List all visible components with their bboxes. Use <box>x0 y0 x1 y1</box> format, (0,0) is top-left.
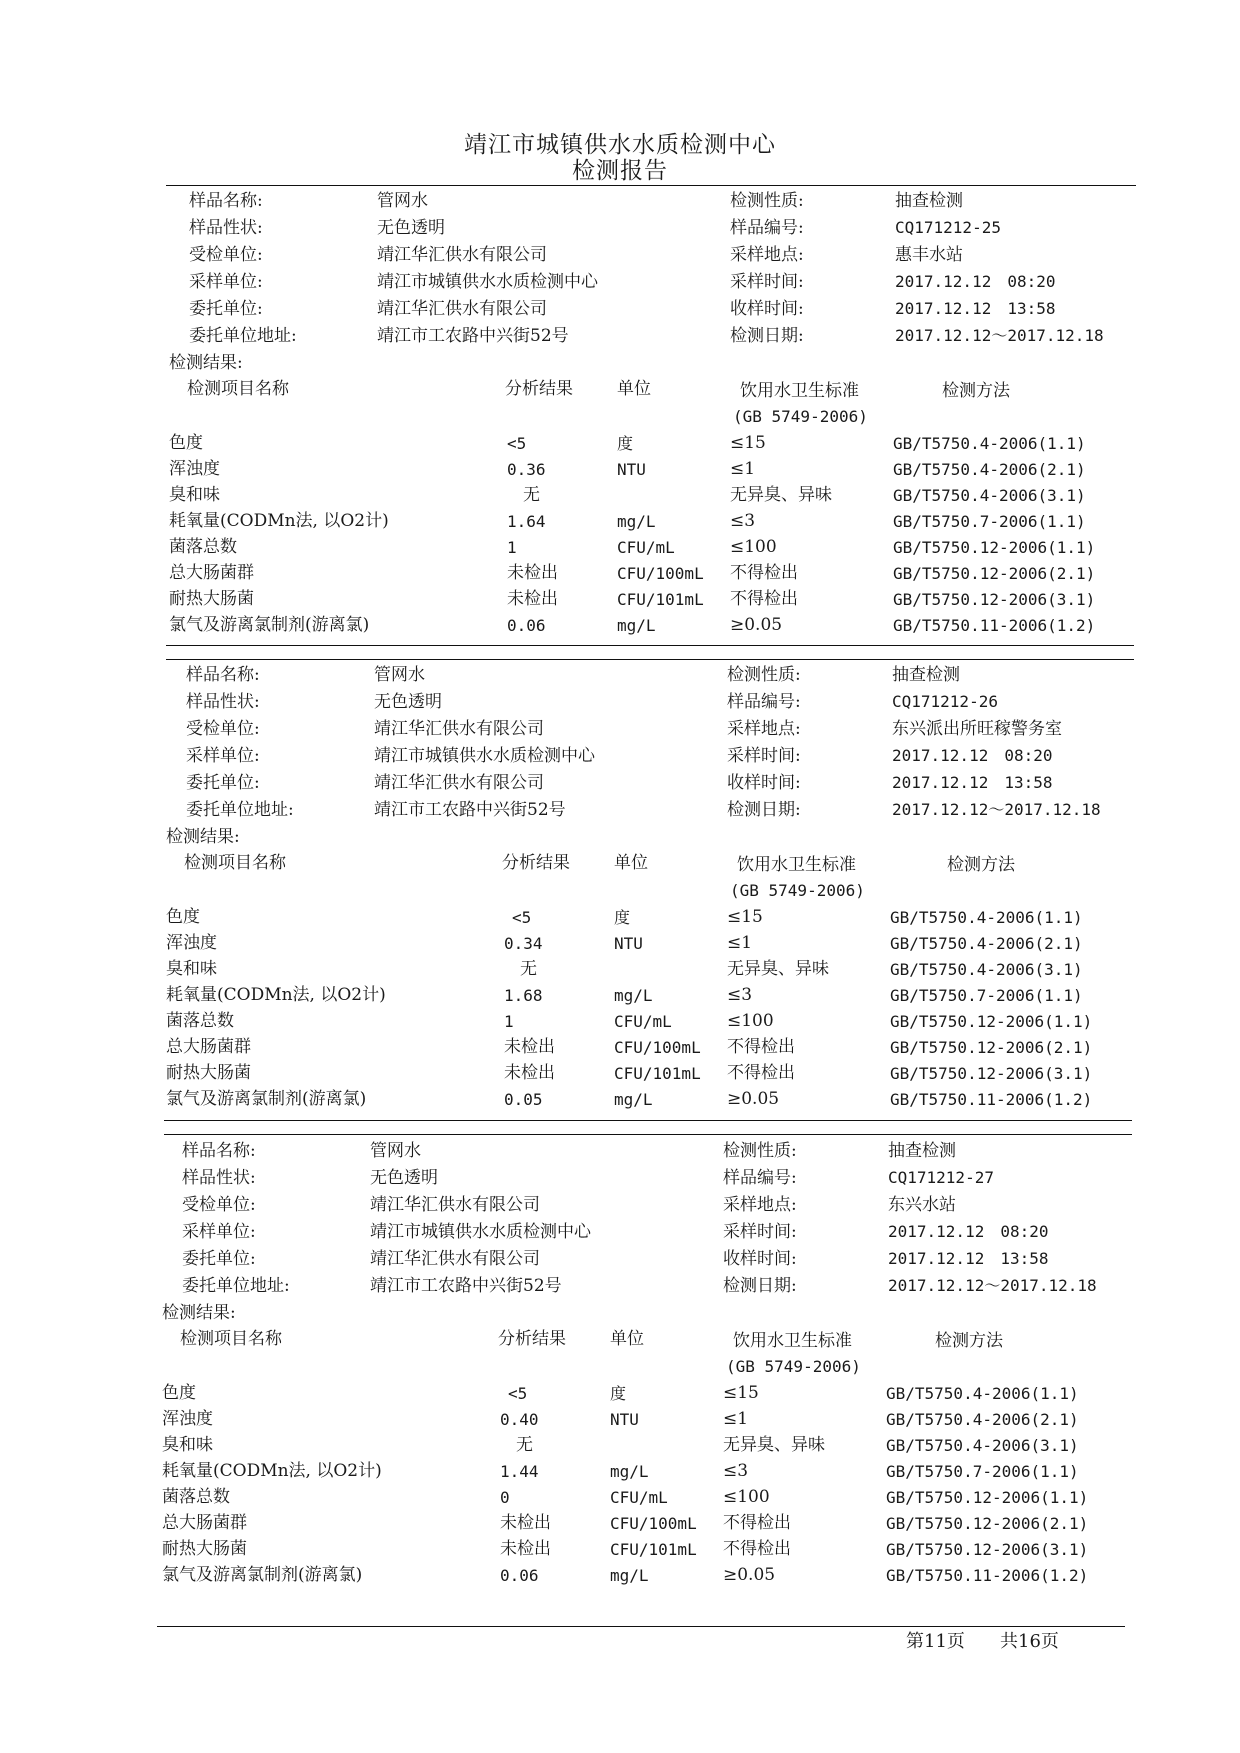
page-number-current: 第11页 <box>906 1631 965 1652</box>
result-value: <5 <box>507 434 527 453</box>
method-value: GB/T5750.11-2006(1.2) <box>893 616 1096 635</box>
col-standard-header: 饮用水卫生标准 <box>737 855 856 875</box>
block-divider <box>164 1120 1132 1121</box>
col-unit-header: 单位 <box>617 379 651 399</box>
result-value: 0.06 <box>507 616 546 635</box>
result-value: 0 <box>500 1488 510 1507</box>
item-name: 臭和味 <box>169 485 220 505</box>
label-client-address: 委托单位地址: <box>182 1276 290 1296</box>
client-address-value: 靖江市工农路中兴街52号 <box>377 326 569 346</box>
standard-value: 不得检出 <box>723 1513 791 1533</box>
result-value: 未检出 <box>507 563 558 583</box>
method-value: GB/T5750.4-2006(2.1) <box>886 1410 1079 1429</box>
results-heading: 检测结果: <box>162 1303 236 1323</box>
test-nature-value: 抽查检测 <box>895 191 963 211</box>
result-value: <5 <box>508 1384 528 1403</box>
item-name: 浑浊度 <box>166 933 217 953</box>
sample-block-3 <box>158 1138 1138 1608</box>
unit-value: mg/L <box>610 1462 649 1481</box>
method-value: GB/T5750.7-2006(1.1) <box>890 986 1083 1005</box>
test-date-value: 2017.12.12～2017.12.18 <box>895 326 1104 345</box>
label-test-date: 检测日期: <box>727 800 801 820</box>
item-name: 菌落总数 <box>169 537 237 557</box>
item-name: 臭和味 <box>162 1435 213 1455</box>
unit-value: 度 <box>617 434 634 453</box>
sampling-unit-value: 靖江市城镇供水水质检测中心 <box>370 1222 591 1242</box>
item-name: 耐热大肠菌 <box>162 1539 247 1559</box>
result-value: 0.05 <box>504 1090 543 1109</box>
standard-value: ≥0.05 <box>723 1565 776 1585</box>
method-value: GB/T5750.11-2006(1.2) <box>886 1566 1089 1585</box>
col-method-header: 检测方法 <box>942 381 1010 401</box>
col-standard-ref: (GB 5749-2006) <box>726 1357 861 1376</box>
unit-value: 度 <box>614 908 631 927</box>
inspected-unit-value: 靖江华汇供水有限公司 <box>374 719 544 739</box>
method-value: GB/T5750.12-2006(1.1) <box>886 1488 1089 1507</box>
label-sample-state: 样品性状: <box>182 1168 256 1188</box>
result-value: 无 <box>523 485 540 505</box>
sample-name-value: 管网水 <box>374 665 425 685</box>
col-result-header: 分析结果 <box>505 379 573 399</box>
unit-value: mg/L <box>610 1566 649 1585</box>
col-method-header: 检测方法 <box>935 1331 1003 1351</box>
method-value: GB/T5750.4-2006(2.1) <box>890 934 1083 953</box>
inspected-unit-value: 靖江华汇供水有限公司 <box>370 1195 540 1215</box>
sample-state-value: 无色透明 <box>377 218 445 238</box>
sample-no-value: CQ171212-25 <box>895 218 1001 237</box>
label-test-date: 检测日期: <box>723 1276 797 1296</box>
footer-rule <box>157 1626 1125 1627</box>
col-standard-header: 饮用水卫生标准 <box>740 381 859 401</box>
standard-value: 不得检出 <box>723 1539 791 1559</box>
label-receiving-time: 收样时间: <box>727 773 801 793</box>
result-value: 未检出 <box>507 589 558 609</box>
result-value: 0.36 <box>507 460 546 479</box>
col-method-header: 检测方法 <box>947 855 1015 875</box>
test-date-value: 2017.12.12～2017.12.18 <box>888 1276 1097 1295</box>
unit-value: CFU/mL <box>617 538 675 557</box>
test-date-value: 2017.12.12～2017.12.18 <box>892 800 1101 819</box>
item-name: 耐热大肠菌 <box>166 1063 251 1083</box>
method-value: GB/T5750.4-2006(1.1) <box>886 1384 1079 1403</box>
unit-value: CFU/100mL <box>610 1514 697 1533</box>
method-value: GB/T5750.12-2006(2.1) <box>890 1038 1093 1057</box>
standard-value: 不得检出 <box>730 563 798 583</box>
label-client-unit: 委托单位: <box>186 773 260 793</box>
item-name: 耗氧量(CODMn法, 以O2计) <box>162 1461 382 1481</box>
label-sample-name: 样品名称: <box>182 1141 256 1161</box>
client-unit-value: 靖江华汇供水有限公司 <box>374 773 544 793</box>
label-inspected-unit: 受检单位: <box>189 245 263 265</box>
standard-value: 不得检出 <box>727 1037 795 1057</box>
result-value: 1 <box>507 538 517 557</box>
method-value: GB/T5750.7-2006(1.1) <box>893 512 1086 531</box>
standard-value: 无异臭、异味 <box>730 485 832 505</box>
standard-value: ≤100 <box>727 1011 774 1031</box>
page-number-total: 共16页 <box>1000 1631 1059 1652</box>
unit-value: CFU/mL <box>610 1488 668 1507</box>
label-sampling-site: 采样地点: <box>723 1195 797 1215</box>
item-name: 总大肠菌群 <box>162 1513 247 1533</box>
result-value: 0.40 <box>500 1410 539 1429</box>
col-item-header: 检测项目名称 <box>184 853 286 873</box>
item-name: 色度 <box>166 907 200 927</box>
sampling-unit-value: 靖江市城镇供水水质检测中心 <box>374 746 595 766</box>
client-address-value: 靖江市工农路中兴街52号 <box>370 1276 562 1296</box>
result-value: 0.34 <box>504 934 543 953</box>
unit-value: CFU/100mL <box>614 1038 701 1057</box>
unit-value: CFU/100mL <box>617 564 704 583</box>
item-name: 色度 <box>162 1383 196 1403</box>
method-value: GB/T5750.4-2006(3.1) <box>893 486 1086 505</box>
item-name: 耐热大肠菌 <box>169 589 254 609</box>
item-name: 色度 <box>169 433 203 453</box>
item-name: 耗氧量(CODMn法, 以O2计) <box>166 985 386 1005</box>
block-divider <box>164 1134 1132 1135</box>
col-unit-header: 单位 <box>610 1329 644 1349</box>
sample-state-value: 无色透明 <box>374 692 442 712</box>
label-sampling-unit: 采样单位: <box>189 272 263 292</box>
client-unit-value: 靖江华汇供水有限公司 <box>377 299 547 319</box>
standard-value: ≤3 <box>723 1461 749 1481</box>
col-item-header: 检测项目名称 <box>180 1329 282 1349</box>
standard-value: ≥0.05 <box>727 1089 780 1109</box>
method-value: GB/T5750.4-2006(2.1) <box>893 460 1086 479</box>
test-nature-value: 抽查检测 <box>888 1141 956 1161</box>
label-client-unit: 委托单位: <box>182 1249 256 1269</box>
result-value: 无 <box>516 1435 533 1455</box>
col-result-header: 分析结果 <box>498 1329 566 1349</box>
standard-value: 不得检出 <box>727 1063 795 1083</box>
result-value: 未检出 <box>504 1037 555 1057</box>
sample-block-2 <box>162 662 1142 1132</box>
method-value: GB/T5750.4-2006(1.1) <box>893 434 1086 453</box>
label-test-nature: 检测性质: <box>727 665 801 685</box>
standard-value: ≤15 <box>727 907 763 927</box>
result-value: 未检出 <box>500 1513 551 1533</box>
results-heading: 检测结果: <box>169 353 243 373</box>
label-sampling-site: 采样地点: <box>727 719 801 739</box>
col-unit-header: 单位 <box>614 853 648 873</box>
label-sample-no: 样品编号: <box>723 1168 797 1188</box>
unit-value: CFU/101mL <box>614 1064 701 1083</box>
label-test-nature: 检测性质: <box>730 191 804 211</box>
standard-value: ≤1 <box>730 459 756 479</box>
method-value: GB/T5750.7-2006(1.1) <box>886 1462 1079 1481</box>
label-client-address: 委托单位地址: <box>186 800 294 820</box>
standard-value: ≤100 <box>723 1487 770 1507</box>
item-name: 总大肠菌群 <box>169 563 254 583</box>
col-result-header: 分析结果 <box>502 853 570 873</box>
result-value: 1.68 <box>504 986 543 1005</box>
sample-name-value: 管网水 <box>370 1141 421 1161</box>
sampling-site-value: 东兴派出所旺稼警务室 <box>892 719 1062 739</box>
sample-block-1 <box>165 188 1145 658</box>
col-standard-header: 饮用水卫生标准 <box>733 1331 852 1351</box>
col-standard-ref: (GB 5749-2006) <box>733 407 868 426</box>
label-sampling-time: 采样时间: <box>727 746 801 766</box>
label-test-nature: 检测性质: <box>723 1141 797 1161</box>
standard-value: 无异臭、异味 <box>727 959 829 979</box>
method-value: GB/T5750.4-2006(1.1) <box>890 908 1083 927</box>
standard-value: 无异臭、异味 <box>723 1435 825 1455</box>
standard-value: ≤15 <box>730 433 766 453</box>
receiving-time-value: 2017.12.12 13:58 <box>895 299 1056 318</box>
standard-value: ≥0.05 <box>730 615 783 635</box>
col-item-header: 检测项目名称 <box>187 379 289 399</box>
unit-value: CFU/mL <box>614 1012 672 1031</box>
result-value: 未检出 <box>500 1539 551 1559</box>
unit-value: 度 <box>610 1384 627 1403</box>
method-value: GB/T5750.12-2006(1.1) <box>893 538 1096 557</box>
result-value: 1.44 <box>500 1462 539 1481</box>
unit-value: mg/L <box>614 1090 653 1109</box>
standard-value: ≤1 <box>723 1409 749 1429</box>
result-value: 无 <box>520 959 537 979</box>
label-sample-state: 样品性状: <box>186 692 260 712</box>
receiving-time-value: 2017.12.12 13:58 <box>892 773 1053 792</box>
standard-value: ≤3 <box>727 985 753 1005</box>
result-value: 未检出 <box>504 1063 555 1083</box>
label-inspected-unit: 受检单位: <box>186 719 260 739</box>
item-name: 氯气及游离氯制剂(游离氯) <box>162 1565 363 1585</box>
col-standard-ref: (GB 5749-2006) <box>730 881 865 900</box>
label-sample-name: 样品名称: <box>186 665 260 685</box>
method-value: GB/T5750.12-2006(3.1) <box>886 1540 1089 1559</box>
receiving-time-value: 2017.12.12 13:58 <box>888 1249 1049 1268</box>
result-value: 1 <box>504 1012 514 1031</box>
item-name: 氯气及游离氯制剂(游离氯) <box>169 615 370 635</box>
item-name: 浑浊度 <box>162 1409 213 1429</box>
method-value: GB/T5750.4-2006(3.1) <box>886 1436 1079 1455</box>
sample-no-value: CQ171212-26 <box>892 692 998 711</box>
result-value: 0.06 <box>500 1566 539 1585</box>
header-rule <box>166 185 1136 186</box>
label-sample-state: 样品性状: <box>189 218 263 238</box>
sampling-time-value: 2017.12.12 08:20 <box>888 1222 1049 1241</box>
block-divider <box>166 645 1134 646</box>
sample-state-value: 无色透明 <box>370 1168 438 1188</box>
result-value: 1.64 <box>507 512 546 531</box>
standard-value: 不得检出 <box>730 589 798 609</box>
label-sampling-time: 采样时间: <box>730 272 804 292</box>
sampling-time-value: 2017.12.12 08:20 <box>895 272 1056 291</box>
unit-value: NTU <box>610 1410 639 1429</box>
inspected-unit-value: 靖江华汇供水有限公司 <box>377 245 547 265</box>
label-sampling-site: 采样地点: <box>730 245 804 265</box>
block-divider <box>166 659 1134 660</box>
method-value: GB/T5750.12-2006(3.1) <box>890 1064 1093 1083</box>
unit-value: NTU <box>617 460 646 479</box>
item-name: 氯气及游离氯制剂(游离氯) <box>166 1089 367 1109</box>
test-nature-value: 抽查检测 <box>892 665 960 685</box>
method-value: GB/T5750.11-2006(1.2) <box>890 1090 1093 1109</box>
method-value: GB/T5750.12-2006(2.1) <box>893 564 1096 583</box>
method-value: GB/T5750.12-2006(1.1) <box>890 1012 1093 1031</box>
item-name: 菌落总数 <box>166 1011 234 1031</box>
label-client-address: 委托单位地址: <box>189 326 297 346</box>
standard-value: ≤100 <box>730 537 777 557</box>
result-value: <5 <box>512 908 532 927</box>
label-test-date: 检测日期: <box>730 326 804 346</box>
sampling-time-value: 2017.12.12 08:20 <box>892 746 1053 765</box>
unit-value: NTU <box>614 934 643 953</box>
item-name: 菌落总数 <box>162 1487 230 1507</box>
item-name: 浑浊度 <box>169 459 220 479</box>
standard-value: ≤15 <box>723 1383 759 1403</box>
sampling-site-value: 惠丰水站 <box>895 245 963 265</box>
results-heading: 检测结果: <box>166 827 240 847</box>
report-title: 检测报告 <box>572 158 668 184</box>
label-receiving-time: 收样时间: <box>730 299 804 319</box>
item-name: 总大肠菌群 <box>166 1037 251 1057</box>
label-sampling-time: 采样时间: <box>723 1222 797 1242</box>
unit-value: CFU/101mL <box>610 1540 697 1559</box>
label-receiving-time: 收样时间: <box>723 1249 797 1269</box>
unit-value: mg/L <box>614 986 653 1005</box>
unit-value: mg/L <box>617 616 656 635</box>
sampling-site-value: 东兴水站 <box>888 1195 956 1215</box>
client-address-value: 靖江市工农路中兴街52号 <box>374 800 566 820</box>
label-client-unit: 委托单位: <box>189 299 263 319</box>
label-sample-no: 样品编号: <box>730 218 804 238</box>
client-unit-value: 靖江华汇供水有限公司 <box>370 1249 540 1269</box>
standard-value: ≤3 <box>730 511 756 531</box>
method-value: GB/T5750.12-2006(2.1) <box>886 1514 1089 1533</box>
item-name: 臭和味 <box>166 959 217 979</box>
item-name: 耗氧量(CODMn法, 以O2计) <box>169 511 389 531</box>
sampling-unit-value: 靖江市城镇供水水质检测中心 <box>377 272 598 292</box>
label-inspected-unit: 受检单位: <box>182 1195 256 1215</box>
method-value: GB/T5750.4-2006(3.1) <box>890 960 1083 979</box>
label-sampling-unit: 采样单位: <box>186 746 260 766</box>
unit-value: CFU/101mL <box>617 590 704 609</box>
label-sample-name: 样品名称: <box>189 191 263 211</box>
label-sample-no: 样品编号: <box>727 692 801 712</box>
sample-no-value: CQ171212-27 <box>888 1168 994 1187</box>
unit-value: mg/L <box>617 512 656 531</box>
standard-value: ≤1 <box>727 933 753 953</box>
label-sampling-unit: 采样单位: <box>182 1222 256 1242</box>
org-title: 靖江市城镇供水水质检测中心 <box>464 132 776 158</box>
method-value: GB/T5750.12-2006(3.1) <box>893 590 1096 609</box>
sample-name-value: 管网水 <box>377 191 428 211</box>
